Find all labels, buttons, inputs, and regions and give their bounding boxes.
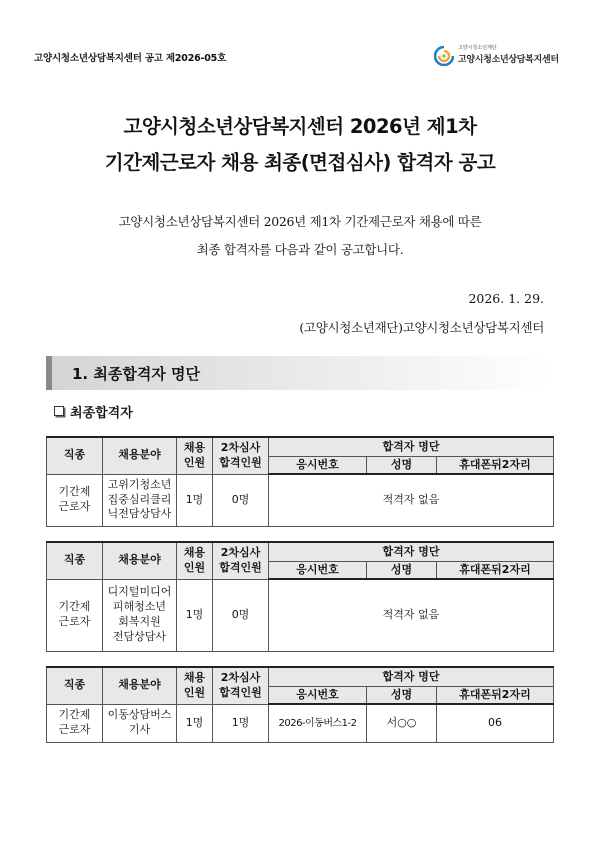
name-cell: 서○○ [367,704,437,742]
header-pass2: 2차심사 합격인원 [213,542,269,579]
recruit-cell: 1명 [177,579,213,651]
header-field: 채용분야 [103,542,177,579]
table-row [47,474,554,526]
square-bullet-icon [54,406,64,416]
subheading-text: 최종합격자 [70,406,133,421]
logo-foundation-name: 고양시청소년재단 [458,45,497,51]
header-recruit: 채용 인원 [177,667,213,704]
header-exam-no: 응시번호 [269,457,367,475]
job-cell: 기간제 근로자 [47,704,103,742]
pass2-cell: 0명 [213,579,269,651]
header-pass2: 2차심사 합격인원 [213,667,269,704]
section-header-accent [46,356,52,390]
header-exam-no: 응시번호 [269,687,367,705]
header-exam-no: 응시번호 [269,562,367,580]
header-name: 성명 [367,562,437,580]
pass2-cell: 0명 [213,474,269,526]
center-logo [434,44,564,70]
table-row [47,704,554,742]
phone-cell: 06 [437,704,554,742]
header-job: 직종 [47,542,103,579]
field-cell: 이동상담버스 기사 [103,704,177,742]
result-table-3 [46,666,554,743]
result-table-2 [46,541,554,652]
section-title: 1. 최종합격자 명단 [72,365,201,383]
notice-date: 2026. 1. 29. [468,291,544,306]
no-result-cell: 적격자 없음 [269,474,554,526]
header-field: 채용분야 [103,667,177,704]
recruit-cell: 1명 [177,704,213,742]
issuing-organization: (고양시청소년재단)고양시청소년상담복지센터 [299,320,544,335]
page-title-line2: 기간제근로자 채용 최종(면접심사) 합격자 공고 [104,151,496,174]
header-name: 성명 [367,457,437,475]
header-phone: 휴대폰뒤2자리 [437,562,554,580]
notice-number: 고양시청소년상담복지센터 공고 제2026-05호 [34,53,227,64]
job-cell: 기간제 근로자 [47,474,103,526]
field-cell: 디지털미디어 피해청소년 회복지원 전담상담사 [103,579,177,651]
header-list-group: 합격자 명단 [269,542,554,562]
center-logo-icon [434,46,454,66]
pass2-cell: 1명 [213,704,269,742]
header-field: 채용분야 [103,437,177,474]
field-cell: 고위기청소년 집중심리클리 닉전담상담사 [103,474,177,526]
header-pass2: 2차심사 합격인원 [213,437,269,474]
header-recruit: 채용 인원 [177,437,213,474]
logo-center-name: 고양시청소년상담복지센터 [458,55,559,65]
recruit-cell: 1명 [177,474,213,526]
header-phone: 휴대폰뒤2자리 [437,687,554,705]
header-job: 직종 [47,437,103,474]
subheading [54,402,133,421]
header-job: 직종 [47,667,103,704]
no-result-cell: 적격자 없음 [269,579,554,651]
header-name: 성명 [367,687,437,705]
header-list-group: 합격자 명단 [269,437,554,457]
header-recruit: 채용 인원 [177,542,213,579]
job-cell: 기간제 근로자 [47,579,103,651]
exam-no-cell: 2026-이동버스1-2 [269,704,367,742]
page-title-line1: 고양시청소년상담복지센터 2026년 제1차 [123,115,477,138]
header-list-group: 합격자 명단 [269,667,554,687]
intro-line2: 최종 합격자를 다음과 같이 공고합니다. [196,242,404,257]
intro-line1: 고양시청소년상담복지센터 2026년 제1차 기간제근로자 채용에 따른 [118,214,482,229]
header-phone: 휴대폰뒤2자리 [437,457,554,475]
result-table-1 [46,436,554,527]
table-row [47,579,554,651]
